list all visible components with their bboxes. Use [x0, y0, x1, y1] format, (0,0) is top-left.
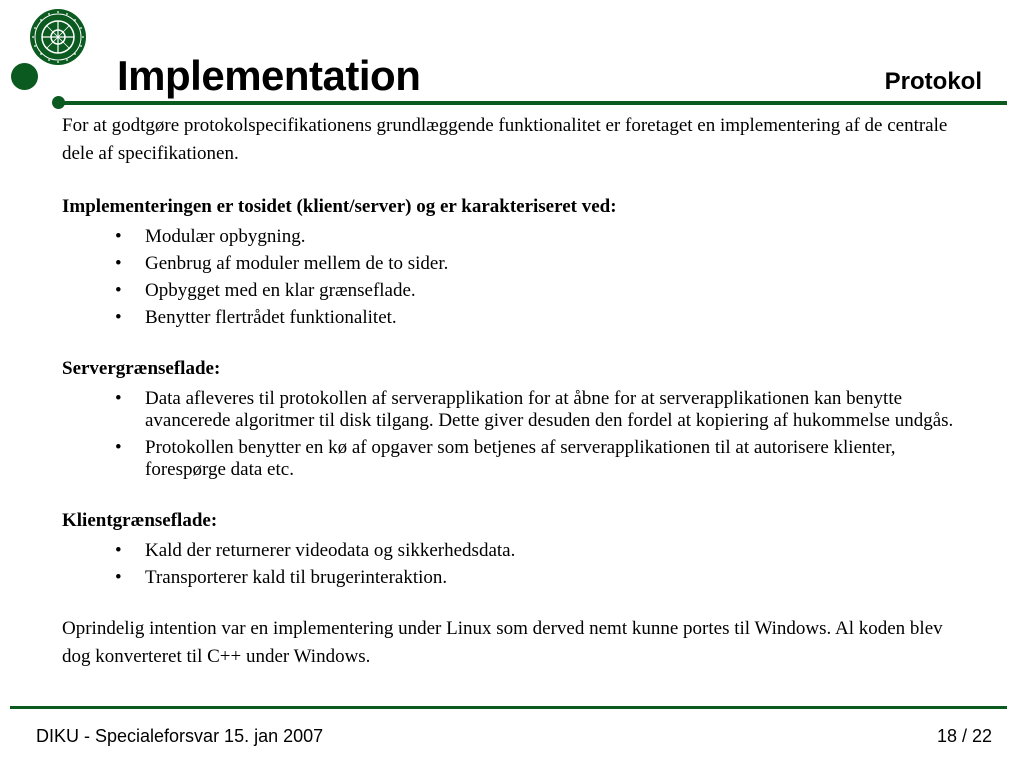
list-item: • Modulær opbygning.: [145, 226, 967, 248]
list-item: • Protokollen benytter en kø af opgaver som betjenes af serverapplikationen til at autorisere klienter, forespørge data etc.: [145, 437, 967, 481]
footer-divider: [10, 706, 1007, 709]
header-divider: [59, 101, 1007, 105]
spacer: [62, 589, 967, 615]
section-label: Protokol: [884, 68, 982, 95]
closing-paragraph: Oprindelig intention var en implementering under Linux som derved nemt kunne portes til Windows. Al koden blev dog konverteret til C++ under Windows.: [62, 618, 943, 667]
implementation-heading: Implementeringen er tosidet (klient/server) og er karakteriseret ved:: [62, 196, 617, 217]
footer-presentation-info: DIKU - Specialeforsvar 15. jan 2007: [36, 726, 324, 746]
client-interface-list: [62, 540, 967, 589]
list-item: • Opbygget med en klar grænseflade.: [145, 280, 967, 302]
list-item: • Data afleveres til protokollen af serverapplikation for at åbne for at serverapplikationen kan benytte avancerede algoritmer til disk tilgang. Dette giver desuden den fordel at kopiering af hukommelse undgås.: [145, 388, 967, 432]
list-item: • Genbrug af moduler mellem de to sider.: [145, 253, 967, 275]
slide-content: [62, 112, 967, 671]
university-seal-icon: [29, 8, 87, 66]
client-interface-heading: Klientgrænseflade:: [62, 510, 218, 531]
server-interface-list: [62, 388, 967, 481]
implementation-list: [62, 226, 967, 329]
intro-paragraph: For at godtgøre protokolspecifikationens grundlæggende funktionalitet er foretaget en implementering af de centrale dele af specifikationen.: [62, 115, 948, 164]
page-number: 18 / 22: [936, 726, 992, 746]
list-item: • Benytter flertrådet funktionalitet.: [145, 307, 967, 329]
page-title: Implementation: [117, 52, 421, 99]
decorative-dot-large: [11, 63, 38, 90]
list-item: • Transporterer kald til brugerinteraktion.: [145, 567, 967, 589]
server-interface-heading: Servergrænseflade:: [62, 358, 221, 379]
spacer: [62, 329, 967, 355]
list-item: • Kald der returnerer videodata og sikkerhedsdata.: [145, 540, 967, 562]
spacer: [62, 481, 967, 507]
